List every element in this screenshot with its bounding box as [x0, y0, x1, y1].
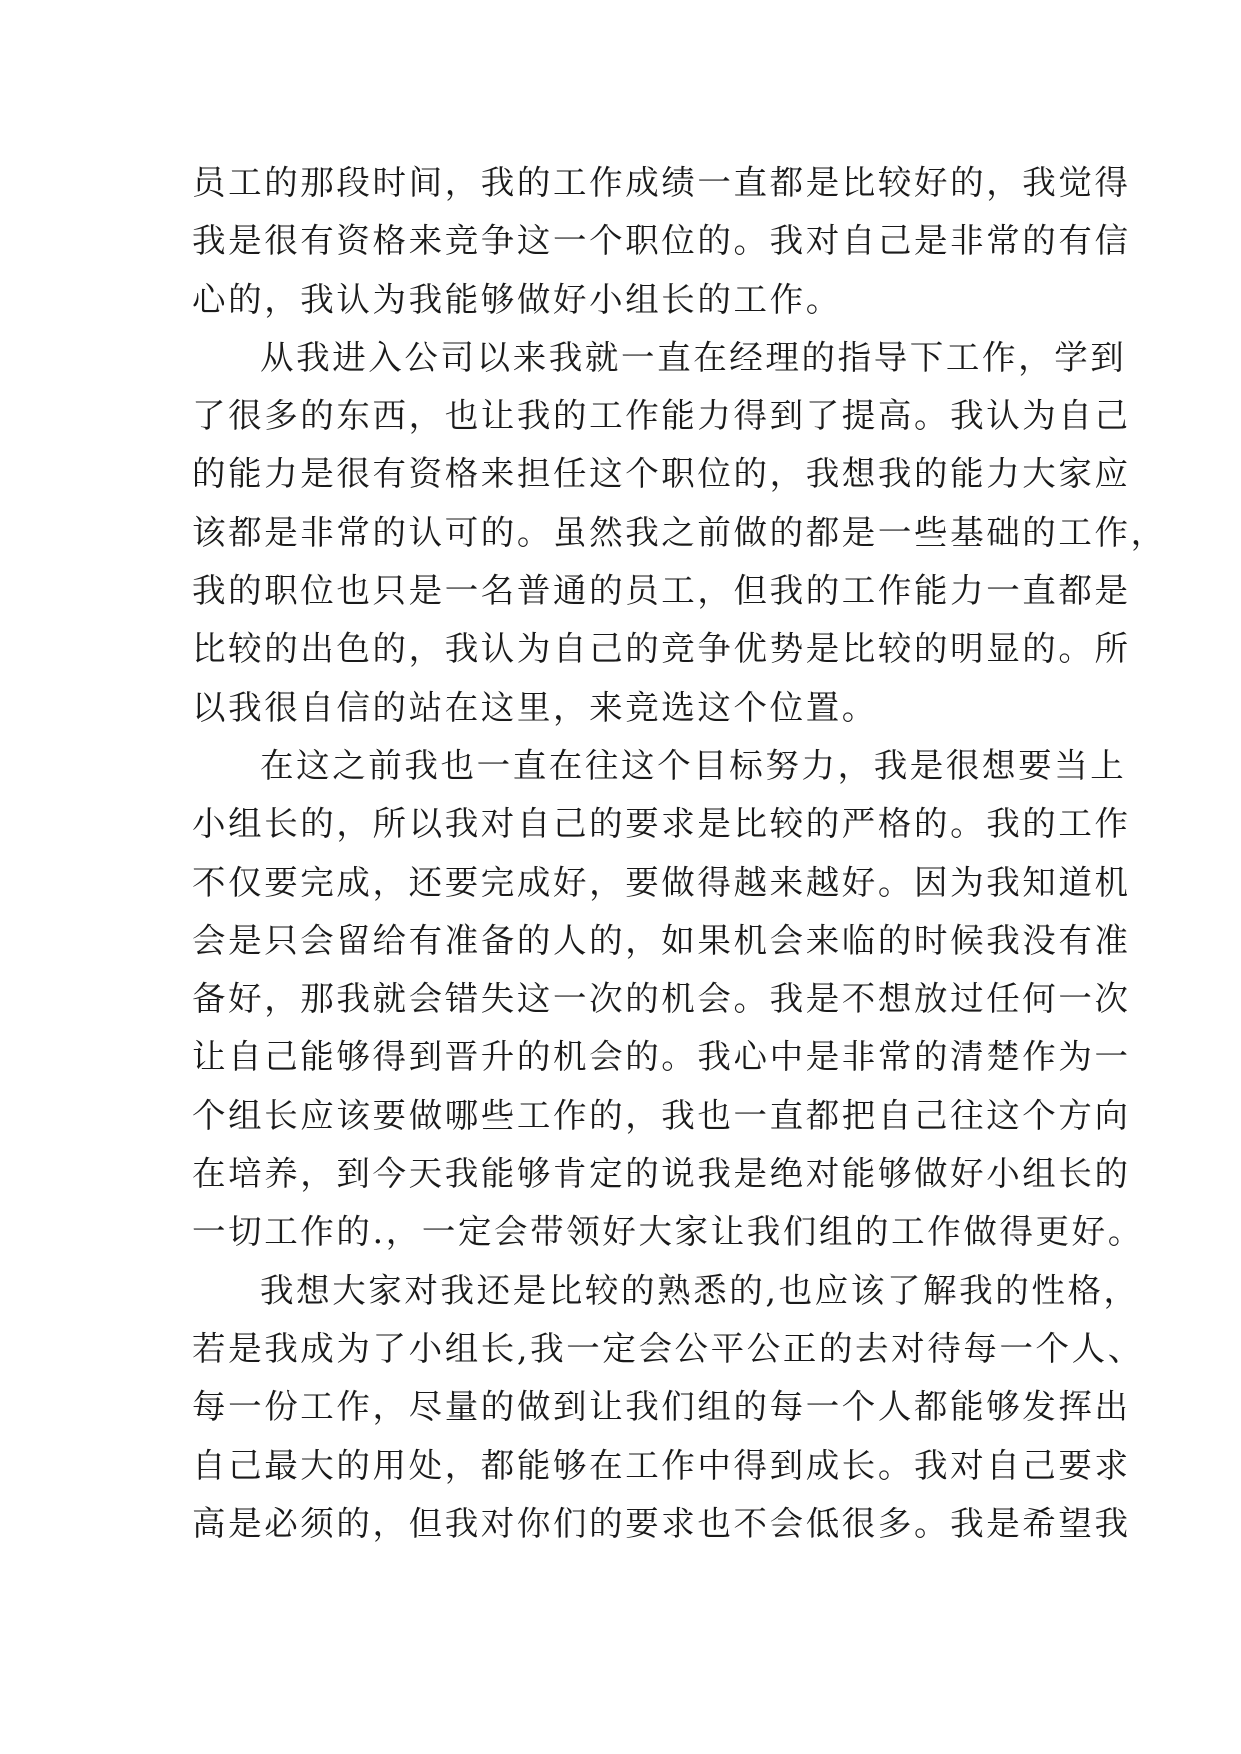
text-line: 个组长应该要做哪些工作的，我也一直都把自己往这个方向 [192, 1095, 1131, 1135]
text-line: 比较的出色的，我认为自己的竞争优势是比较的明显的。所 [192, 629, 1131, 669]
text-line: 小组长的，所以我对自己的要求是比较的严格的。我的工作 [192, 804, 1131, 844]
text-line: 一切工作的.，一定会带领好大家让我们组的工作做得更好。 [192, 1212, 1144, 1252]
text-line: 自己最大的用处，都能够在工作中得到成长。我对自己要求 [192, 1445, 1131, 1485]
text-line: 该都是非常的认可的。虽然我之前做的都是一些基础的工作， [192, 512, 1167, 552]
text-line: 在培养，到今天我能够肯定的说我是绝对能够做好小组长的 [192, 1154, 1131, 1194]
text-line: 高是必须的，但我对你们的要求也不会低很多。我是希望我 [192, 1503, 1131, 1543]
text-line: 我是很有资格来竞争这一个职位的。我对自己是非常的有信 [192, 221, 1131, 261]
text-line: 以我很自信的站在这里，来竞选这个位置。 [192, 687, 878, 727]
text-line: 员工的那段时间，我的工作成绩一直都是比较好的，我觉得 [192, 163, 1131, 202]
text-line: 每一份工作，尽量的做到让我们组的每一个人都能够发挥出 [192, 1387, 1131, 1427]
paragraph-start-line: 我想大家对我还是比较的熟悉的,也应该了解我的性格， [260, 1270, 1140, 1310]
text-line: 让自己能够得到晋升的机会的。我心中是非常的清楚作为一 [192, 1037, 1131, 1077]
text-line: 了很多的东西，也让我的工作能力得到了提高。我认为自己 [192, 396, 1131, 436]
text-line: 的能力是很有资格来担任这个职位的，我想我的能力大家应 [192, 454, 1131, 494]
text-line: 心的，我认为我能够做好小组长的工作。 [192, 279, 842, 319]
text-line: 会是只会留给有准备的人的，如果机会来临的时候我没有准 [192, 920, 1131, 960]
document-body [192, 154, 1167, 1553]
text-line: 备好，那我就会错失这一次的机会。我是不想放过任何一次 [192, 979, 1131, 1019]
text-line: 不仅要完成，还要完成好，要做得越来越好。因为我知道机 [192, 862, 1131, 902]
paragraph-start-line: 在这之前我也一直在往这个目标努力，我是很想要当上 [260, 745, 1127, 785]
text-line: 若是我成为了小组长,我一定会公平公正的去对待每一个人、 [192, 1328, 1144, 1368]
paragraph-start-line: 从我进入公司以来我就一直在经理的指导下工作，学到 [260, 337, 1127, 377]
text-line: 我的职位也只是一名普通的员工，但我的工作能力一直都是 [192, 571, 1131, 611]
